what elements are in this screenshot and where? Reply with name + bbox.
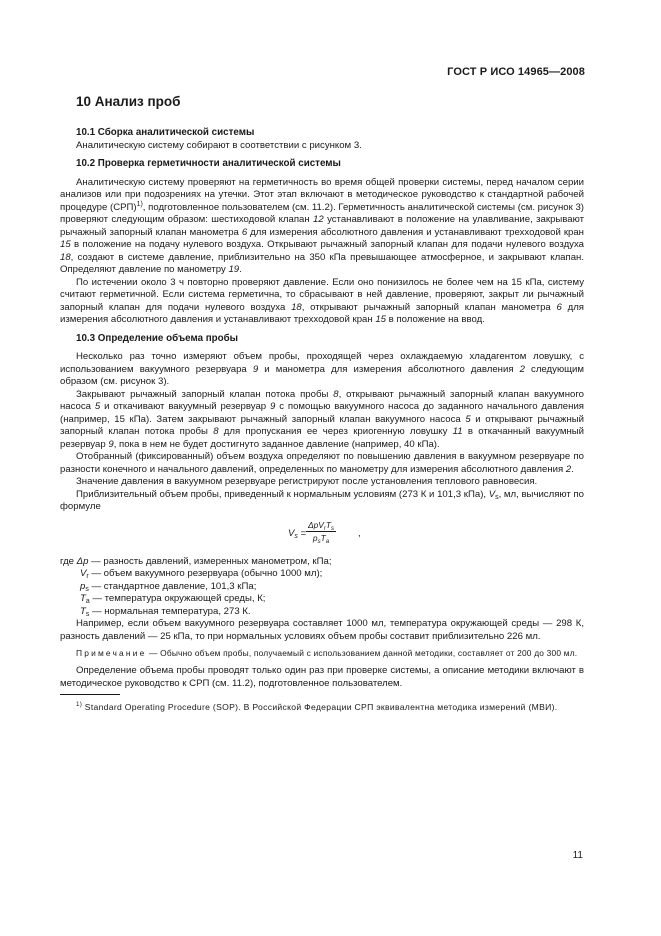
legend-row: где Δp — разность давлений, измеренных манометром, кПа; [60,555,332,567]
paragraph-10-2-a: Аналитическую систему проверяют на герметичность во время общей проверки системы, перед началом серии анализов или при подозрениях на утечки. Этот этап включают в методическое руководство к стандартной рабочей процедуре (СРП)$^{1)}$, подготовленное пользователем (см. 11.2). Герметичность аналитической системы (см. рисунок 3) проверяют следующим образом: шестиходовой клапан 12 устанавливают в положение на улавливание, закрывают рычажный запорный клапан манометра 6 для измерения абсолютного давления и устанавливают трехходовой кран 15 в положение на подачу нулевого воздуха. Открывают рычажный запорный клапан для подачи нулевого воздуха 18, создают в системе давление, приблизительно на 350 кПа превышающее атмосферное, и закрывают клапан. Определяют давление по манометру 19. [60,176,585,275]
formula-comma: , [358,527,361,539]
paragraph-10-3-b: Закрывают рычажный запорный клапан потока пробы 8, открывают рычажный запорный клапан вакуумного насоса 5 и откачивают вакуумный резервуар 9 с помощью вакуумного насоса до заданного начального давления (например, 15 кПа). Затем закрывают рычажный запорный клапан вакуумного насоса 5 и открывают рычажный запорный клапан потока пробы 8 для пропускания ее через криогенную ловушку 11 в откачанный вакуумный резервуар 9, пока в нем не будет достигнуто заданное давление (например, 40 кПа). [60,388,585,450]
paragraph-10-3-c: Отобранный (фиксированный) объем воздуха определяют по повышению давления в вакуумном резервуаре по разности конечного и начального давлений, определенных по манометру для измерения абсолютного давления 2. [60,451,584,475]
subsection-title-10-1: 10.1 Сборка аналитической системы [76,127,255,138]
formula-denominator: $p_sT_a$ [312,532,330,545]
paragraph-10-3-e: Приблизительный объем пробы, приведенный к нормальным условиям (273 К и 101,3 кПа), $V_s$, мл, вычисляют по формуле [60,488,584,512]
footnote-divider [60,694,120,695]
note-label: Примечание [76,648,147,658]
page-number: 11 [572,850,583,861]
formula-lhs: $V_s$ = [288,527,307,540]
footnote-ref: 1) [136,200,143,208]
note: Примечание — Обычно объем пробы, получаемый с использованием данной методики, составляет от 200 до 300 мл. [76,648,578,658]
section-title: 10 Анализ проб [76,94,181,109]
paragraph-10-3-d: Значение давления в вакуумном резервуаре регистрируют после установления теплового равновесия. [76,476,538,487]
subsection-title-10-2: 10.2 Проверка герметичности аналитической системы [76,158,341,169]
formula-numerator: $\Delta pV_rT_s$ [308,519,335,532]
sample-volume-formula [60,520,584,550]
page-content [60,93,584,713]
subsection-title-10-3: 10.3 Определение объема пробы [76,332,239,344]
legend-row: $p_s$ — стандартное давление, 101,3 кПа; [80,580,257,593]
legend-row: $T_s$ — нормальная температура, 273 К. [80,605,251,618]
paragraph-10-3-a: Несколько раз точно измеряют объем пробы, проходящей через охлаждаемую хладагентом ловушку, с использованием вакуумного резервуара 9 и манометра для измерения абсолютного давления 2 следующим образом (см. рисунок 3). [60,351,584,387]
legend-row: $V_r$ — объем вакуумного резервуара (обычно 1000 мл); [80,568,323,580]
legend-row: $T_a$ — температура окружающей среды, К; [80,593,266,605]
formula-legend [60,556,584,619]
paragraph-10-1: Аналитическую систему собирают в соответствии с рисунком 3. [76,139,362,151]
paragraph-10-3-final: Определение объема пробы проводят только один раз при проверке системы, а описание методики включают в методическое руководство к СРП (см. 11.2), подготовленное пользователем. [60,665,584,689]
footnote: $^{1)}$ Standard Operating Procedure (SOP). В Российской Федерации СРП эквивалентна методика измерений (МВИ). [76,701,558,712]
footnote-mark: 1) [76,701,83,708]
paragraph-10-2-b: По истечении около 3 ч повторно проверяют давление. Если оно понизилось не более чем на 15 кПа, систему считают герметичной. Если система герметична, то сбрасывают в ней давление, проверяют, закрыт ли рычажный запорный клапан для подачи нулевого воздуха 18, открывают рычажный запорный клапан манометра 6 для измерения абсолютного давления и устанавливают трехходовой кран 15 в положение на ввод. [60,276,584,325]
standard-header: ГОСТ Р ИСО 14965—2008 [447,66,585,78]
paragraph-10-3-example: Например, если объем вакуумного резервуара составляет 1000 мл, температура окружающей среды — 298 К, разность давлений — 25 кПа, то при нормальных условиях объем пробы составит приблизительно 226 мл. [60,618,584,642]
formula-fraction [306,520,336,543]
